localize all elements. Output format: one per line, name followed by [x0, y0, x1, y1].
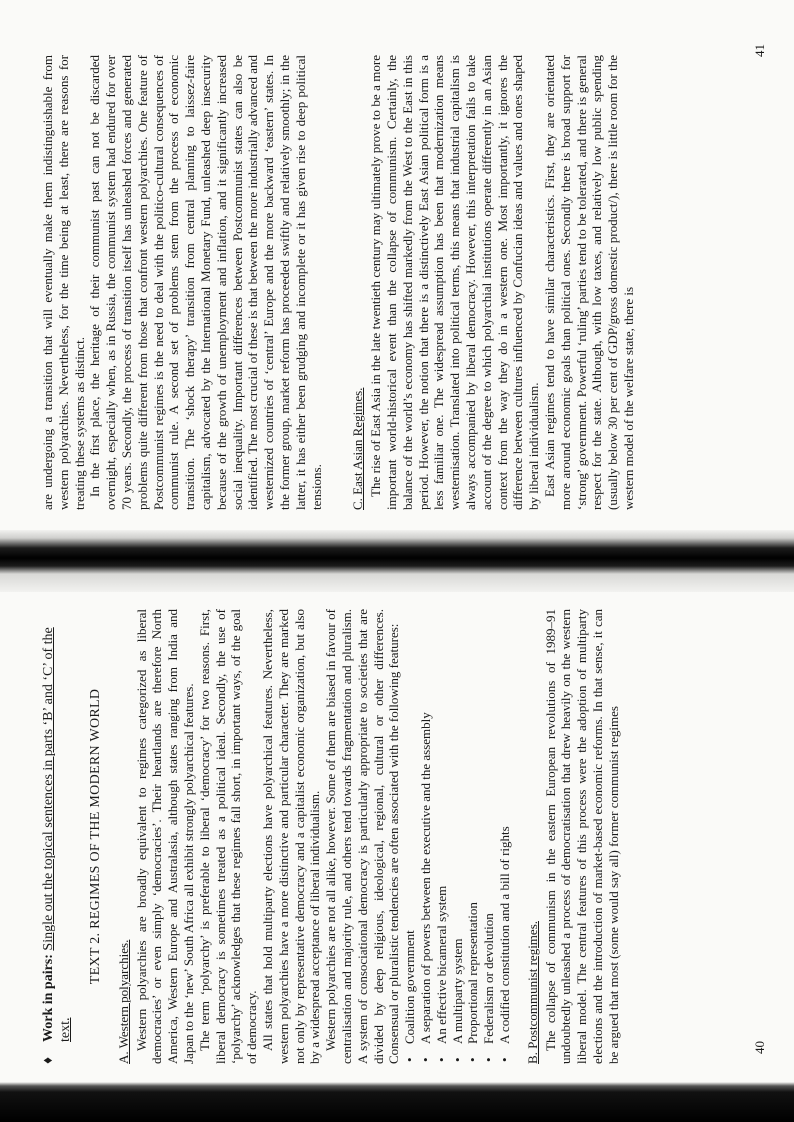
list-item: • Coalition government	[402, 609, 418, 1064]
list-item: • Federalism or devolution	[481, 609, 497, 1064]
section-a-paragraph-4: Western polyarchies are not all alike, however. Some of them are biased in favour of centralisation and majority rule, and others tend towards fragmentation and pluralism. A system of consociational democracy is particularly appropriate to societies that are divided by deep religious, ideological, regional, cultural or other differences. Consensual or pluralistic tendencies are often associated with the following features:	[323, 609, 402, 1064]
list-item: • An effective bicameral system	[434, 609, 450, 1064]
list-item: • A separation of powers between the executive and the assembly	[418, 609, 434, 1064]
diamond-bullet-icon: ♦	[41, 1056, 56, 1064]
task-instruction	[40, 609, 74, 1064]
page-number-right: 41	[752, 44, 767, 57]
list-item: • A multiparty system	[450, 609, 466, 1064]
section-b-paragraph-2: In the first place, the heritage of their communist past can not be discarded overnight, especially when, as in Russia, the communist system had endured for over 70 years. Secondly, the process of transition itself has unleashed forces and generated problems quite different from those that confront western polyarchies. One feature of Postcommunist regimes is the need to deal with the politico-cultural consequences of communist rule. A second set of problems stem from the process of economic transition. The ‘shock therapy’ transition from central planning to laissez-faire capitalism, advocated by the International Monetary Fund, unleashed deep insecurity because of the growth of unemployment and inflation, and it significantly increased social inequality. Important differences between Postcommunist states can also be identified. The most crucial of these is that between the more industrially advanced and westernized countries of ‘central’ Europe and the more backward ‘eastern’ states. In the former group, market reform has proceeded swiftly and relatively smoothly; in the latter, it has either been grudging and incomplete or it has given rise to deep political tensions.	[87, 55, 324, 510]
section-c-paragraph-2: East Asian regimes tend to have similar characteristics. First, they are orientated more around economic goals than political ones. Secondly there is broad support for ‘strong’ government. Powerful ‘ruling’ parties tend to be tolerated, and there is general respect for the state. Although, with low taxes, and relatively low public spending (usually below 30 per cent of GDP/gross domestic product/), there is little room for the western model of the welfare state, there is	[541, 55, 636, 510]
section-a-paragraph-2: The term ‘polyarchy’ is preferable to liberal ‘democracy’ for two reasons. First, liberal democracy is sometimes treated as a political ideal. Secondly, the use of ‘polyarchy’ acknowledges that these regimes fall short, in important ways, of the goal of democracy.	[196, 609, 260, 1064]
page-number-left: 40	[752, 1041, 767, 1054]
list-item: • A codified constitution and a bill of rights	[497, 609, 513, 1064]
book-gutter	[0, 530, 794, 592]
task-text: Single out the topical sentences in parts ‘B’ and ‘C’ of the text.	[41, 627, 73, 1042]
section-b-paragraph-1: The collapse of communism in the eastern European revolutions of 1989–91 undoubtedly unleashed a process of democratisation that drew heavily on the western liberal model. The central features of this process were the adoption of multiparty elections and the introduction of market-based economic reforms. In that sense, it can be argued that most (some would say all) former communist regimes	[542, 609, 621, 1064]
section-a-heading: A. Western polyarchies.	[115, 939, 131, 1064]
list-item: • Proportional representation	[465, 609, 481, 1064]
task-label: Work in pairs:	[41, 954, 56, 1042]
section-b-heading: B. Postcommunist regimes.	[524, 921, 540, 1064]
section-a-paragraph-3: All states that hold multiparty elections have polyarchical features. Nevertheless, western polyarchies have a more distinctive and particular character. They are marked not only by representative democracy and a capitalist economic organization, but also by a widespread acceptance of liberal individualism.	[259, 609, 323, 1064]
text-title: TEXT 2. REGIMES OF THE MODERN WORLD	[88, 688, 103, 985]
features-list	[402, 609, 513, 1064]
left-page	[40, 609, 622, 1064]
section-b-paragraph-continued: are undergoing a transition that will eventually make them indistinguishable from western polyarchies. Nevertheless, for the time being at least, there are reasons for treating these systems as distinct.	[40, 55, 87, 510]
right-page	[40, 55, 637, 510]
section-a-paragraph-1: Western polyarchies are broadly equivalent to regimes categorized as liberal democracies’ or even simply ‘democracies’. Their heartlands are therefore North America, Western Europe and Australasia, although states ranging from India and Japan to the ‘new’ South Africa all exhibit strongly polyarchical features.	[133, 609, 196, 1064]
section-c-paragraph-1: The rise of East Asia in the late twentieth century may ultimately prove to be a more important world-historical event than the collapse of communism. Certainly, the balance of the world’s economy has shifted markedly from the West to the East in this period. However, the notion that there is a distinctively East Asian political form is a less familiar one. The widespread assumption has been that modernization means westernisation. Translated into political terms, this means that industrial capitalism is always accompanied by liberal democracy. However, this interpretation fails to take account of the degree to which polyarchial institutions operate differently in an Asian context from the way they do in a western one. Most importantly, it ignores the difference between cultures influenced by Confucian ideas and values and ones shaped by liberal individualism.	[368, 55, 542, 510]
section-c-heading: C. East Asian Regimes.	[350, 387, 366, 510]
scan-shadow-bottom	[0, 1082, 794, 1122]
